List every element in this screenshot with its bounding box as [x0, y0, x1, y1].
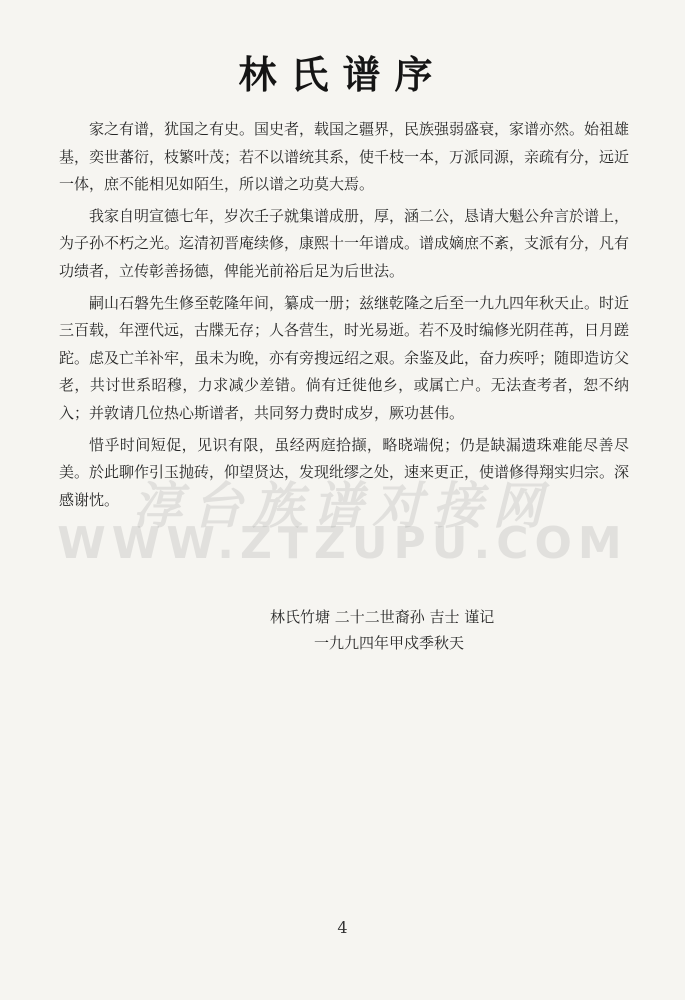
watermark-text: 淳台族谱对接网: [132, 477, 553, 535]
page-number: 4: [337, 918, 348, 937]
paragraph-3: 嗣山石磐先生修至乾隆年间，纂成一册；兹继乾隆之后至一九九四年秋天止。时近三百载，年湮代远，古牒无存；人各营生，时光易逝。若不及时编修光阴荏苒，日月蹉跎。虑及亡羊补牢，虽未为晚，亦有旁搜远绍之艰。余鉴及此，奋力疾呼；随即造访父老，共讨世系昭穆，力求减少差错。倘有迁徙他乡，或属亡户。无法查考者，恕不纳入；并敦请几位热心斯谱者，共同努力费时成岁，厥功甚伟。: [59, 293, 630, 422]
signature-author: 林氏竹塘 二十二世裔孙 吉士 谨记: [270, 608, 495, 626]
paragraph-4: 惜乎时间短促，见识有限，虽经两庭拾撷，略晓端倪；仍是缺漏遗珠难能尽善尽美。於此聊作引玉抛砖，仰望贤达，发现纰缪之处，速来更正，使谱修得翔实归宗。深感谢忱。: [59, 435, 630, 509]
paragraph-2: 我家自明宣德七年，岁次壬子就集谱成册，厚，涵二公，恳请大魁公弁言於谱上，为子孙不朽之光。迄清初晋庵续修，康熙十一年谱成。谱成嫡庶不紊，支派有分，凡有功绩者，立传彰善扬德，俾能光前裕后足为后世法。: [59, 206, 630, 280]
preface-body: [59, 116, 629, 518]
watermark-url: WWW.ZTZUPU.COM: [57, 518, 628, 569]
paragraph-1: 家之有谱，犹国之有史。国史者，载国之疆界，民族强弱盛衰，家谱亦然。始祖雄基，奕世蕃衍，枝繁叶茂；若不以谱统其系，使千枝一本，万派同源，亲疏有分，远近一体，庶不能相见如陌生，所以谱之功莫大焉。: [59, 120, 630, 194]
signature-date: 一九九四年甲戍季秋天: [314, 634, 465, 652]
signature-block: [270, 604, 494, 656]
page-title: 林氏谱序: [238, 52, 447, 97]
